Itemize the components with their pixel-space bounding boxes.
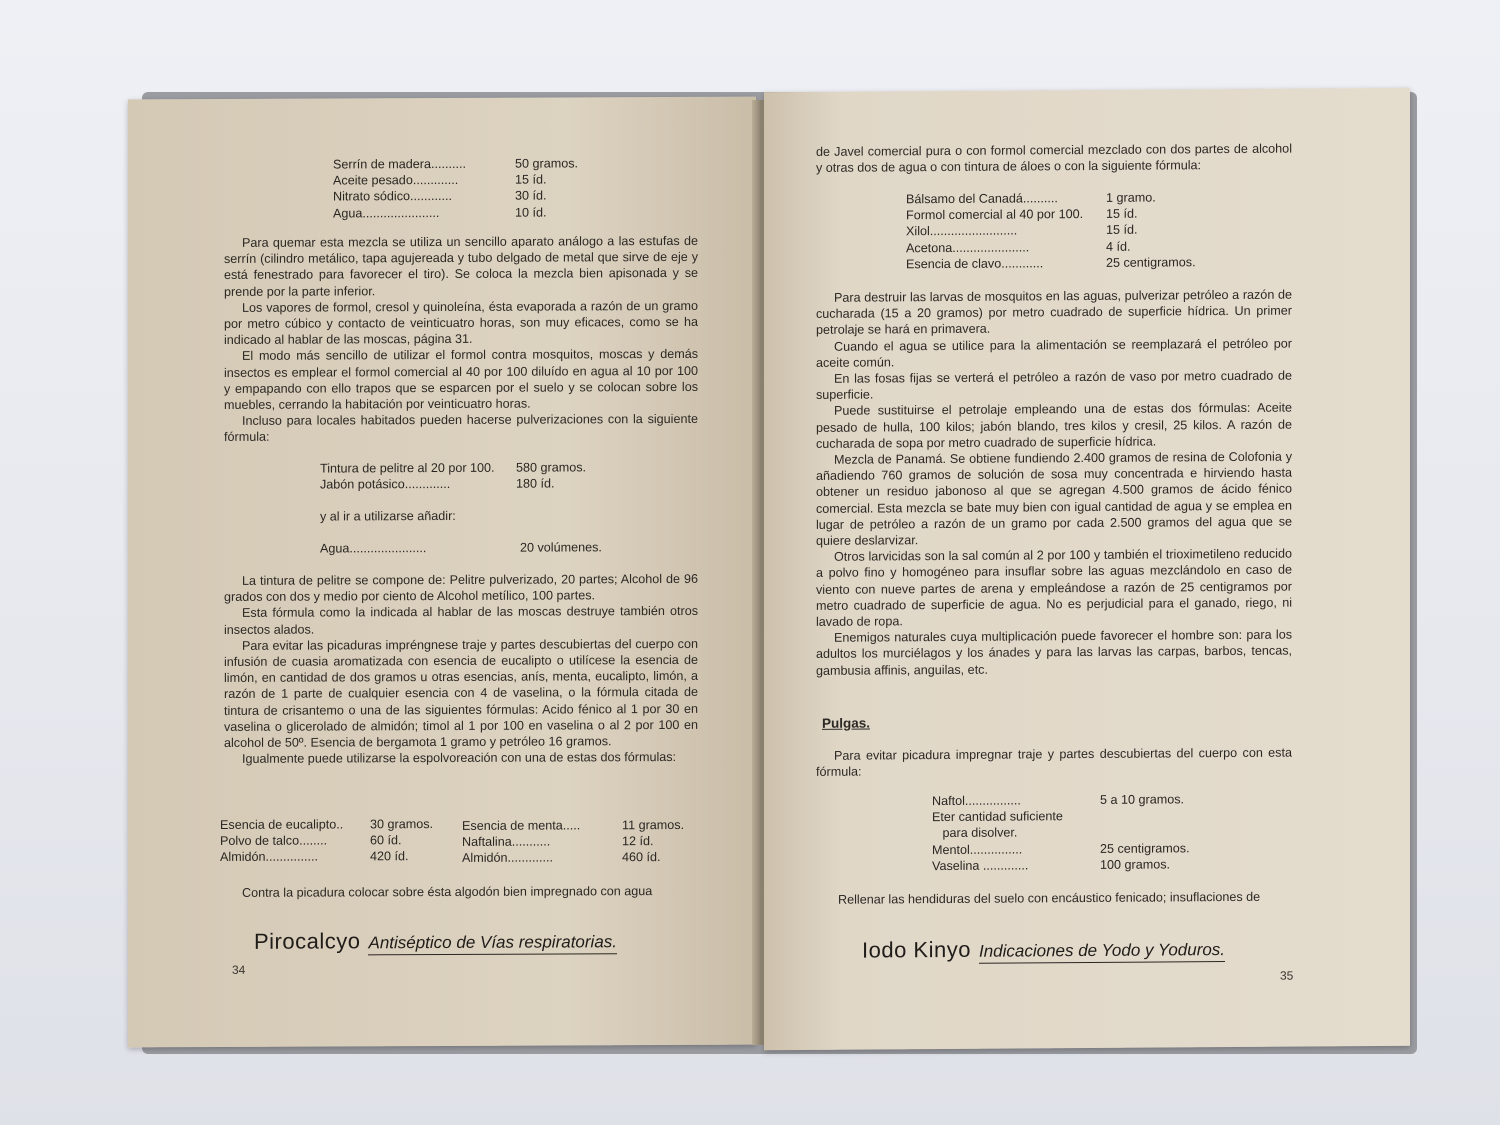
paragraph: El modo más sencillo de utilizar el formol contra mosquitos, moscas y demás insectos es emplear el formol comercial al 40 por 100 diluído en agua al 10 por 100 y empapando con ello trapos que se esparcen por el suelo y se colocan sobre los muebles, cerrando la habitación por veinticuatro horas.: [224, 347, 698, 412]
table-row: [333, 172, 578, 189]
ingredient-name: Almidón.............: [462, 850, 553, 866]
section-heading-pulgas: Pulgas.: [822, 715, 871, 731]
paragraph: Puede sustituirse el petrolaje empleando una de estas dos fórmulas: Aceite pesado de hulla, 100 kilos; jabón blando, tres kilos y cresil, 25 kilos. A razón de cucharada de sopa por metro cuadrado de superficie hídrica.: [816, 400, 1292, 451]
table-row: [220, 816, 433, 833]
paragraph: Para evitar las picaduras impréngnese traje y partes descubiertas del cuerpo con infusión de cuasia aromatizada con esencia de eucalipto o utilícese la esencia de limón, en cantidad de dos gramos u otras esencias, anís, menta, eucalipto, limón, a razón de 1 parte de cualquier esencia con 4 de vaselina, o la fórmula citada de tintura de crisantemo o una de las siguientes fórmulas: Acido fénico al 1 por 30 en vaselina o glicerolado de almidón; timol al 1 por 100 en vaselina o al 2 por 100 en alcohol de 50º. Esencia de bergamota 1 gramo y petróleo 16 gramos.: [224, 636, 698, 750]
paragraph: de Javel comercial pura o con formol comercial mezclado con dos partes de alcohol y otras dos de agua o con tintura de áloes o con la siguiente fórmula:: [816, 141, 1292, 176]
ingredient-amount: 50 gramos.: [515, 156, 578, 171]
table-row: [320, 459, 586, 476]
ingredient-name: Almidón...............: [220, 849, 318, 865]
table-row: [220, 832, 433, 849]
ingredient-name: Vaselina .............: [932, 858, 1029, 873]
ingredient-name: Mentol...............: [932, 842, 1023, 857]
ingredient-name: Serrín de madera..........: [333, 156, 466, 172]
paragraph: La tintura de pelitre se compone de: Pelitre pulverizado, 20 partes; Alcohol de 96 grados con dos y medio por ciento de Alcohol metílico, 100 partes.: [224, 571, 698, 605]
ingredient-amount: 25 centigramos.: [1106, 255, 1196, 270]
ingredient-name: Xilol.........................: [906, 223, 1018, 239]
ingredient-table-3: [320, 539, 602, 556]
body-text-1: [816, 287, 1292, 679]
table-row: [462, 817, 684, 834]
ingredient-amount: 30 gramos.: [370, 817, 433, 832]
ingredient-name: Acetona......................: [906, 240, 1030, 255]
ingredient-table-1: [333, 155, 578, 221]
table-row: [932, 840, 1190, 858]
page-number: 34: [232, 962, 246, 977]
paragraph: Rellenar las hendiduras del suelo con encáustico fenicado; insuflaciones de: [838, 889, 1261, 907]
table-row: [333, 188, 578, 205]
paragraph: Esta fórmula como la indicada al hablar de las moscas destruye también otros insectos alados.: [224, 604, 698, 637]
paragraph: Igualmente puede utilizarse la espolvoreación con una de estas dos fórmulas:: [242, 750, 677, 767]
ingredient-amount: 15 íd.: [515, 172, 547, 187]
ingredient-name: Naftol................: [932, 793, 1021, 809]
ingredient-name: Formol comercial al 40 por 100.: [906, 207, 1084, 223]
table-row: [462, 833, 684, 850]
paragraph: Los vapores de formol, cresol y quinoleína, ésta evaporada a razón de un gramo por metro cúbico y contacto de veinticuatro horas, son muy eficaces, como se ha indicado al hablar de las moscas, página 31.: [224, 298, 698, 348]
body-text-3: [224, 883, 698, 901]
body-text-0: [816, 141, 1292, 177]
ingredient-name: Agua......................: [320, 541, 427, 556]
ingredient-name: para disolver.: [932, 825, 1018, 841]
ingredient-amount: 15 íd.: [1106, 206, 1138, 222]
ingredient-amount: 460 íd.: [622, 850, 661, 865]
ingredient-amount: 180 íd.: [516, 476, 555, 491]
right-page: [764, 88, 1410, 1051]
ingredient-table-2: [320, 459, 586, 493]
ingredient-name: Agua......................: [333, 205, 440, 221]
table-row: [320, 476, 586, 493]
table-row: [906, 254, 1196, 272]
paragraph: Contra la picadura colocar sobre ésta algodón bien impregnado con agua: [242, 884, 653, 900]
ingredient-amount: 5 a 10 gramos.: [1100, 792, 1185, 807]
table-row: [906, 222, 1196, 240]
ingredient-amount: 10 íd.: [515, 205, 547, 220]
ingredient-amount: 20 volúmenes.: [520, 540, 602, 555]
ingredient-amount: 30 íd.: [515, 188, 547, 204]
table-row: [932, 856, 1190, 874]
paragraph: Para quemar esta mezcla se utiliza un sencillo aparato análogo a las estufas de serrín (cilindro metálico, tapa agujereada y tubo delgado de metal que sirve de eje y está fenestrado para favorecer el tiro). Se coloca la mezcla bien apisonada y se prende por la parte inferior.: [224, 233, 698, 299]
paragraph: Enemigos naturales cuya multiplicación puede favorecer el hombre son: para los adultos los murciélagos y los ánades y para las larvas las carpas, barbos, tencas, gambusia affinis, anguilas, etc.: [816, 627, 1292, 678]
table-row: [462, 849, 684, 866]
ingredient-name: Esencia de menta.....: [462, 818, 581, 833]
table-row: [932, 807, 1190, 825]
ingredient-amount: 580 gramos.: [516, 460, 587, 475]
ad-brand: Pirocalcyo: [254, 928, 361, 954]
table-row: [333, 204, 578, 221]
body-text-2: [224, 571, 698, 768]
ad-slogan: Indicaciones de Yodo y Yoduros.: [979, 940, 1225, 964]
ingredient-table-1: [906, 189, 1196, 272]
paragraph: Otros larvicidas son la sal común al 2 por 100 y también el trioximetileno reducido a polvo fino y homogéneo para insuflar sobre las aguas mezclándolo en caso de viento con nueve partes de arena y empleándose a razón de 25 centigramos por metro cuadrado de superficie de agua. No es perjudicial para el ganado, riego, ni lavado de ropa.: [816, 546, 1292, 629]
table-row: [906, 238, 1196, 256]
paragraph: Mezcla de Panamá. Se obtiene fundiendo 2.400 gramos de resina de Colofonia y añadiendo 760 gramos de solución de sosa muy concentrada e hirviendo hasta obtener un residuo jabonoso al que se agregan 4.500 gramos de ácido fénico comercial. Esta mezcla se bate muy bien con igual cantidad de agua y se emplea en lugar de petróleo a razón de un gramo por cada 2.500 gramos del agua que se quiere deslarvizar.: [816, 449, 1292, 548]
ingredient-name: Jabón potásico.............: [320, 477, 451, 492]
paragraph: Incluso para locales habitados pueden hacerse pulverizaciones con la siguiente fórmula:: [224, 412, 698, 445]
ingredient-name: Bálsamo del Canadá..........: [906, 191, 1058, 207]
paragraph: Cuando el agua se utilice para la alimentación se reemplazará el petróleo por aceite común.: [816, 336, 1292, 370]
table-row: [932, 791, 1190, 809]
ingredient-table-4a: [220, 816, 433, 866]
ingredient-name: Eter cantidad suficiente: [932, 809, 1063, 825]
ingredient-amount: 4 íd.: [1106, 239, 1131, 254]
page-number: 35: [1280, 968, 1294, 983]
ingredient-amount: 60 íd.: [370, 833, 402, 848]
ingredient-name: Polvo de talco........: [220, 833, 328, 849]
ingredient-name: Tintura de pelitre al 20 por 100.: [320, 460, 495, 476]
table-row: [333, 155, 578, 172]
left-page: [128, 97, 756, 1048]
add-instruction: y al ir a utilizarse añadir:: [320, 508, 456, 524]
body-text-3: [820, 888, 1310, 908]
advertisement-pirocalcyo: [254, 927, 617, 956]
ingredient-name: Aceite pesado.............: [333, 173, 459, 188]
ingredient-amount: 11 gramos.: [622, 817, 685, 833]
ad-slogan: Antiséptico de Vías respiratorias.: [368, 932, 617, 955]
ingredient-name: Nitrato sódico............: [333, 189, 452, 204]
paragraph: Para destruir las larvas de mosquitos en las aguas, pulverizar petróleo a razón de cucharada (15 a 20 gramos) por metro cuadrado de superficie hídrica. Un primer petrolaje se hará en primavera.: [816, 287, 1292, 338]
ad-brand: Iodo Kinyo: [862, 936, 971, 963]
body-text-2: [816, 745, 1292, 781]
paragraph: En las fosas fijas se verterá el petróleo a razón de vaso por metro cuadrado de superficie.: [816, 368, 1292, 403]
ingredient-amount: 15 íd.: [1106, 223, 1138, 238]
ingredient-name: Esencia de clavo............: [906, 256, 1044, 272]
advertisement-iodo-kinyo: [862, 935, 1225, 965]
table-row: [320, 539, 602, 556]
paragraph: Para evitar picadura impregnar traje y partes descubiertas del cuerpo con esta fórmula:: [816, 745, 1292, 780]
ingredient-table-2: [932, 791, 1190, 874]
ingredient-name: Esencia de eucalipto..: [220, 817, 344, 832]
ingredient-table-4b: [462, 817, 684, 867]
ingredient-amount: 12 íd.: [622, 834, 654, 849]
table-row: [906, 205, 1196, 223]
body-text-1: [224, 233, 698, 446]
ingredient-amount: 100 gramos.: [1100, 857, 1171, 872]
table-row: [932, 824, 1190, 842]
ingredient-name: Naftalina...........: [462, 834, 551, 850]
ingredient-amount: 1 gramo.: [1106, 190, 1156, 205]
ingredient-amount: 420 íd.: [370, 849, 409, 864]
table-row: [906, 189, 1196, 207]
table-row: [220, 848, 433, 865]
ingredient-amount: 25 centigramos.: [1100, 840, 1190, 856]
